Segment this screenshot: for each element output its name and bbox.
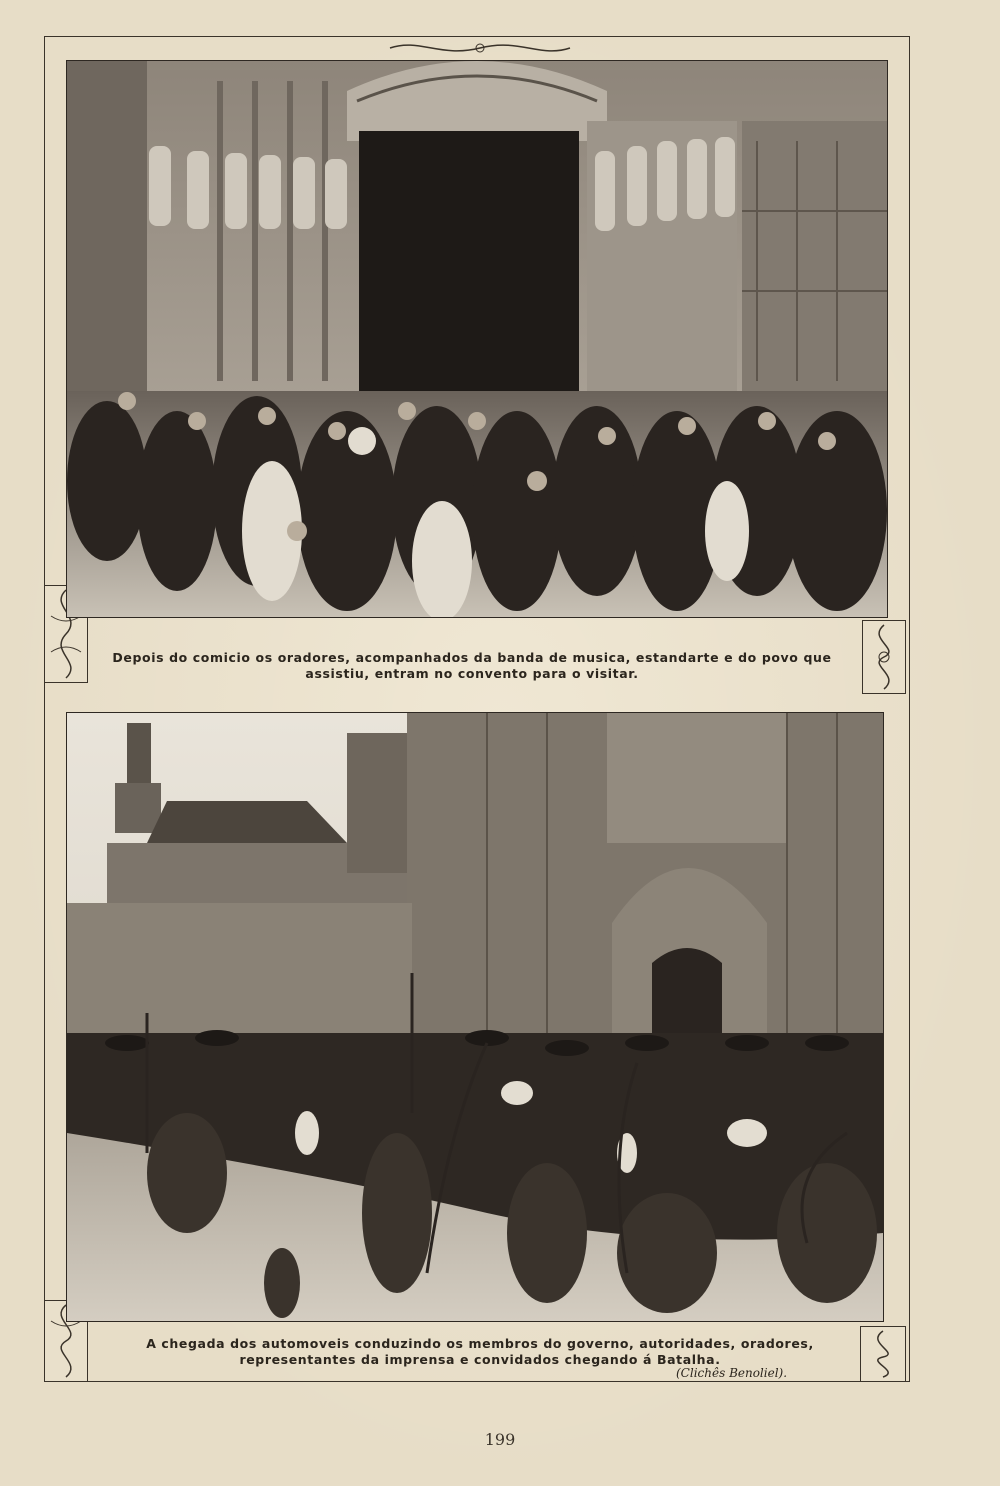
ornament-right-lower bbox=[860, 1326, 906, 1382]
caption-top: Depois do comicio os oradores, acompanhados da banda de musica, estandarte e do povo que assistiu, entram no convento para o visitar. bbox=[112, 650, 832, 681]
page-number: 199 bbox=[484, 1430, 516, 1449]
ornament-right-upper bbox=[862, 620, 906, 694]
photo-credit: (Clichês Benoliel). bbox=[676, 1366, 788, 1380]
caption-bottom: A chegada dos automoveis conduzindo os membros do governo, autoridades, oradores, representantes da imprensa e convidados chegando á Batalha. bbox=[146, 1336, 814, 1367]
ornament-top-center bbox=[380, 36, 580, 60]
photo-convent-entrance bbox=[66, 60, 888, 618]
photo-batalha-arrival bbox=[66, 712, 884, 1322]
